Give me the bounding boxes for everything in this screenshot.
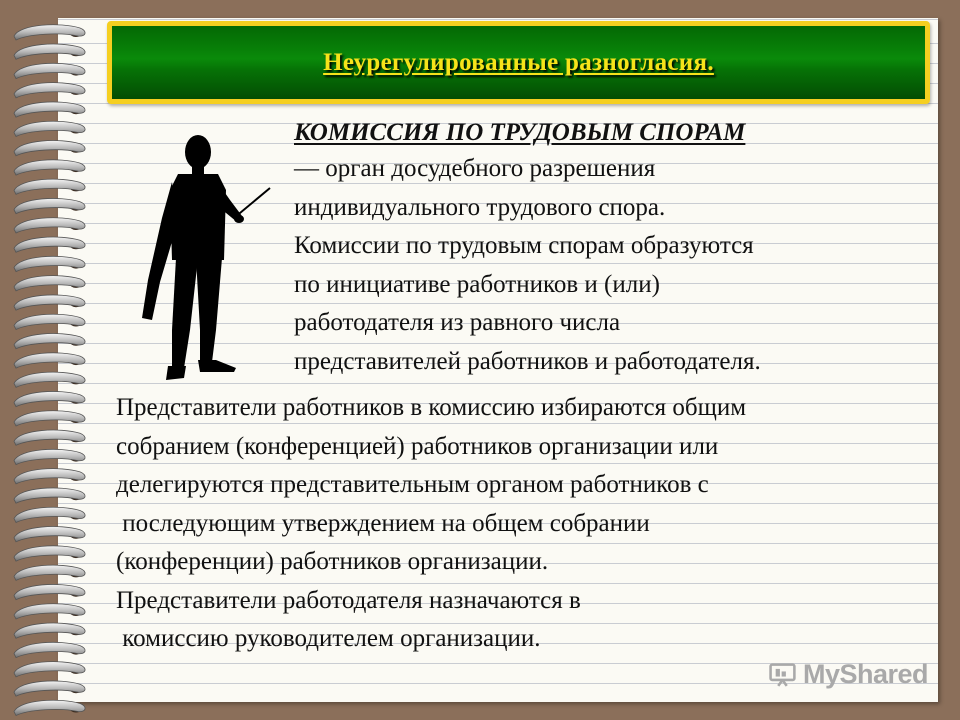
watermark-text: MyShared bbox=[802, 658, 928, 689]
definition-line: Комиссии по трудовым спорам образуются bbox=[294, 232, 754, 259]
body-line: собранием (конференцией) работников организации или bbox=[116, 432, 719, 460]
definition-line: работодателя из равного числа bbox=[294, 309, 621, 336]
definition-line: по инициативе работников и (или) bbox=[294, 270, 660, 298]
body-line: делегируются представительным органом работников с bbox=[116, 471, 709, 498]
spiral-binding-icon bbox=[0, 0, 120, 720]
body-line: Представители работников в комиссию избираются общим bbox=[116, 394, 747, 421]
body-text bbox=[116, 389, 746, 659]
definition-line: — орган досудебного разрешения bbox=[294, 155, 656, 182]
body-line: последующим утверждением на общем собрании bbox=[116, 509, 650, 537]
title-banner bbox=[107, 21, 930, 104]
definition-line: индивидуального трудового спора. bbox=[294, 193, 666, 221]
section-heading: КОМИССИЯ ПО ТРУДОВЫМ СПОРАМ bbox=[294, 119, 746, 146]
definition-text bbox=[294, 150, 761, 381]
body-line: комиссию руководителем организации. bbox=[116, 625, 541, 652]
slide-title: Неурегулированные разногласия. bbox=[323, 48, 714, 76]
body-line: (конференции) работников организации. bbox=[116, 548, 549, 575]
presentation-board-icon bbox=[768, 659, 797, 689]
body-line: Представители работодателя назначаются в bbox=[116, 586, 581, 614]
watermark bbox=[768, 656, 928, 692]
presenter-silhouette-icon bbox=[138, 130, 278, 385]
definition-line: представителей работников и работодателя. bbox=[294, 347, 761, 375]
